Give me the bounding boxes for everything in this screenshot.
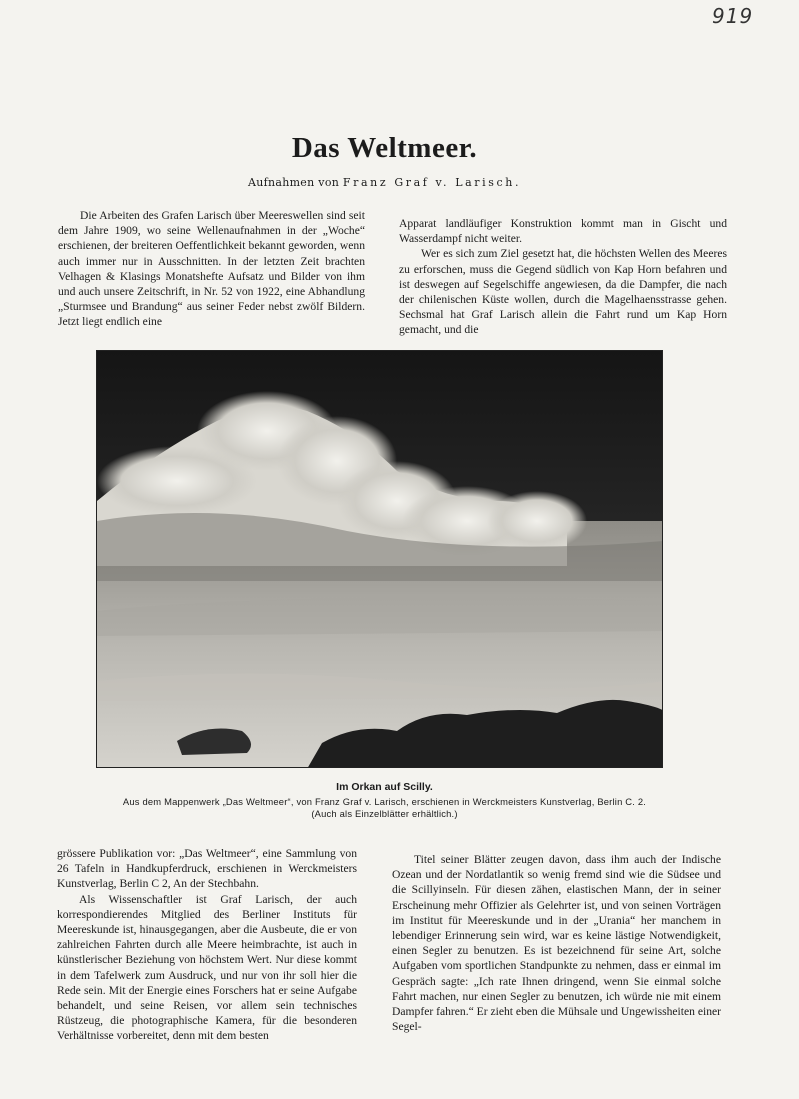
paragraph: Titel seiner Blätter zeugen davon, dass ihm auch der Indische Ozean und der Nordatlantik so wenig fremd sind wie die Südsee und die Scillyinseln. Für diesen zähen, elastischen Mann, der in seiner Erscheinung mehr Offizier als Gelehrter ist, und von seinen Vorträgen im Institut für Meereskunde und in der „Urania“ her manchem in lebendiger Erinnerung sein wird, war es keine lästige Notwendigkeit, einen Segler zu benutzen. Es ist bezeichnend für seine Art, solche Aufgaben vom sportlichen Standpunkte zu nehmen, dass er einmal im Gespräch sagte: „Ich rate Ihnen dringend, wenn Sie einmal solche Fahrt machen, nur einen Segler zu benutzen, ich würde nie mit einem Dampfer fahren.“ Er zieht eben die Mühsale und Ungewissheiten einer Segel- <box>392 853 722 1034</box>
subtitle-prefix: Aufnahmen von <box>247 176 343 189</box>
paragraph: Die Arbeiten des Grafen Larisch über Meereswellen sind seit dem Jahre 1909, wo seine Wellenaufnahmen in der „Woche“ erschienen, der breiteren Oeffentlichkeit bekannt geworden, wenn auch immer nur in Ausschnitten. In der letzten Zeit brachten Velhagen & Klasings Monatshefte Aufsatz und Bilder von ihm und auch unsere Zeitschrift, in Nr. 52 von 1922, eine Abhandlung „Sturmsee und Brandung“ aus seiner Feder nebst zwölf Bildern. Jetzt liegt endlich eine <box>58 209 365 329</box>
page-number: 919 <box>712 4 754 28</box>
paragraph: Als Wissenschaftler ist Graf Larisch, der auch korrespondierendes Mitglied des Berliner Instituts für Meereskunde ist, hinausgegangen, aber die Ausbeute, die er von zahlreichen Fahrten durch alle Meere heimbrachte, ist auch in künstlerischer Beziehung von höchstem Wert. Nur diese kommt in dem Tafelwerk zum Ausdruck, und nur von ihr soll hier die Rede sein. Mit der Energie eines Forschers hat er seine Aufgabe behandelt, und seine Reisen, vor allem sein technisches Rüstzeug, die photographische Kamera, für die besonderen Verhältnisse vorbereitet, denn mit dem besten <box>57 892 357 1043</box>
paragraph: Wer es sich zum Ziel gesetzt hat, die höchsten Wellen des Meeres zu erforschen, muss die Gegend südlich von Kap Horn befahren und ist deswegen auf Segelschiffe angewiesen, da die Dampfer, die nach der chilenischen Küste wollen, durch die Magelhaensstrasse gehen. Sechsmal hat Graf Larisch allein die Fahrt rund um Kap Horn gemacht, und die <box>399 247 727 337</box>
column-bottom-left <box>57 846 357 1044</box>
column-top-left <box>58 208 365 330</box>
column-top-right <box>399 216 727 338</box>
wave-photograph <box>96 350 663 768</box>
subtitle-author: Franz Graf v. Larisch. <box>342 176 522 189</box>
article-subtitle <box>0 176 769 189</box>
figure-caption-credit: Aus dem Mappenwerk „Das Weltmeer“, von Franz Graf v. Larisch, erschienen in Werckmeisters Kunstverlag, Berlin C. 2. <box>122 796 647 807</box>
article-title: Das Weltmeer. <box>291 132 478 164</box>
figure-caption-title: Im Orkan auf Scilly. <box>336 781 433 793</box>
paragraph: Apparat landläufiger Konstruktion kommt man in Gischt und Wasserdampf nicht weiter. <box>399 217 727 246</box>
paragraph: grössere Publikation vor: „Das Weltmeer“, eine Sammlung von 26 Tafeln in Handkupferdruck, erschienen in Werckmeisters Kunstverlag, Berlin C 2, An der Stechbahn. <box>57 847 357 891</box>
column-bottom-right <box>392 852 721 1034</box>
figure-caption-note: (Auch als Einzelblätter erhältlich.) <box>311 808 458 819</box>
